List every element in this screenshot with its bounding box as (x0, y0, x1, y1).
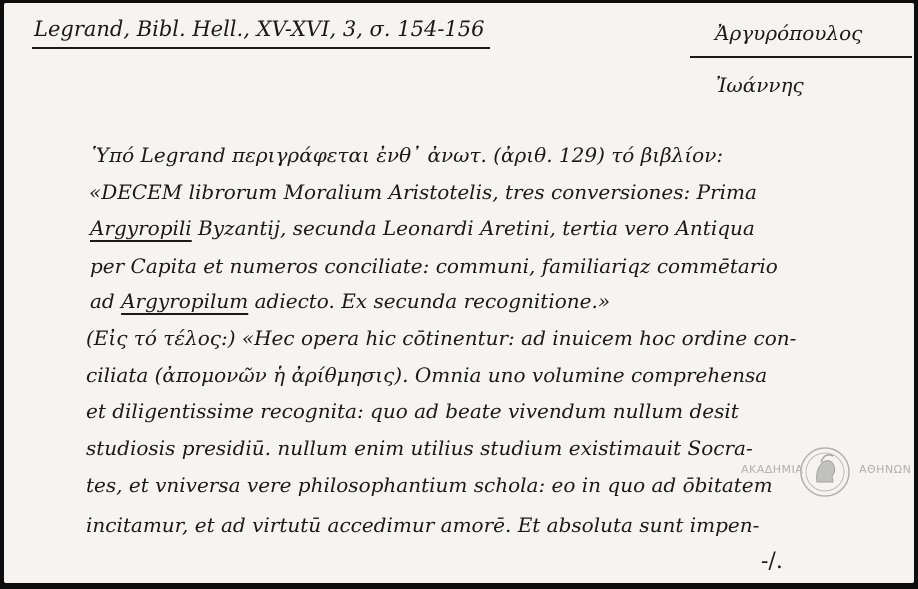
bibliographic-reference: Legrand, Bibl. Hell., XV-XVI, 3, σ. 154-156 (34, 17, 485, 41)
description-line-3-rest: Byzantij, secunda Leonardi Aretini, tertia vero Antiqua (191, 216, 755, 240)
author-surname: Ἀργυρόπουλος (715, 21, 863, 45)
description-line-5 (90, 289, 610, 313)
reference-underline (32, 47, 490, 49)
description-line-1: Ὑπό Legrand περιγράφεται ἐνθ᾽ ἀνωτ. (ἀριθ. 129) τό βιβλίον: (92, 143, 724, 167)
author-divider (690, 56, 912, 58)
description-line-3 (90, 216, 755, 240)
description-line-4: per Capita et numeros conciliate: communi, familiariqz commētario (90, 254, 778, 278)
description-line-11: incitamur, et ad virtutū accedimur amorē. Et absoluta sunt impen- (86, 513, 760, 537)
watermark-right-text: ΑΘΗΝΩΝ (859, 463, 912, 476)
watermark-left-text: ΑΚΑΔΗΜΙΑ (741, 463, 804, 476)
author-name-underlined-2: Argyropilum (121, 289, 249, 313)
description-line-6: (Εἰς τό τέλος:) «Hec opera hic cōtinentur: ad inuicem hoc ordine con- (86, 326, 797, 350)
description-line-5-start: ad (90, 289, 122, 313)
author-given-name: Ἰωάννης (716, 73, 804, 97)
description-line-10: tes, et vniversa vere philosophantium schola: eo in quo ad ōbitatem (86, 473, 773, 497)
catalog-card (4, 3, 914, 583)
description-line-8: et diligentissime recognita: quo ad beate vivendum nullum desit (86, 399, 739, 423)
description-line-7: ciliata (ἀπομονῶν ἡ ἀρίθμησις). Omnia uno volumine comprehensa (86, 363, 768, 387)
athena-seal-icon (799, 446, 851, 498)
description-line-2: «DECEM librorum Moralium Aristotelis, tres conversiones: Prima (89, 180, 757, 204)
author-name-underlined: Argyropili (90, 216, 192, 240)
description-line-9: studiosis presidiū. nullum enim utilius studium existimauit Socra- (86, 436, 753, 460)
continuation-mark: -/. (761, 549, 783, 574)
academy-watermark (741, 460, 914, 500)
description-line-5-rest: adiecto. Ex secunda recognitione.» (248, 289, 611, 313)
